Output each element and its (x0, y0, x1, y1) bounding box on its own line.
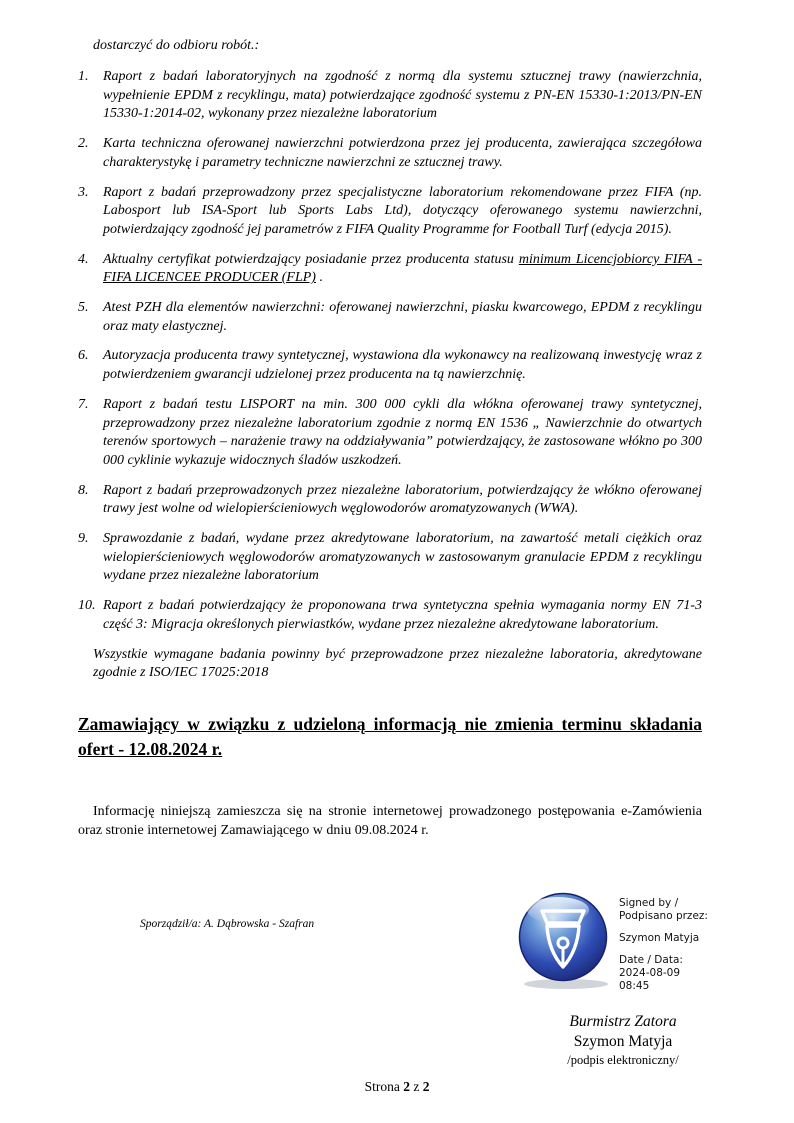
requirements-list (78, 68, 702, 635)
list-item (78, 482, 702, 519)
list-item-number: 7. (78, 396, 89, 412)
list-item (78, 347, 702, 384)
stamp-signer-name: Szymon Matyja (619, 932, 700, 944)
pen-stamp-icon (518, 892, 610, 990)
list-item-number: 1. (78, 69, 89, 84)
footer-current-page: 2 (403, 1079, 410, 1094)
footer-prefix: Strona (364, 1079, 400, 1094)
list-item-number: 8. (78, 482, 89, 498)
signature-block (540, 1012, 706, 1068)
list-item-text: Sprawozdanie z badań, wydane przez akredytowane laboratorium, na zawartość metali ciężkich oraz wielopierścieniowych węglowodorów aromatyzowanych w zastosowanym granulacie EPDM z recyklingu wydane przez niezależne laboratorium (103, 531, 702, 584)
list-item (78, 299, 702, 336)
list-item-text: Autoryzacja producenta trawy syntetycznej, wystawiona dla wykonawcy na realizowaną inwestycję wraz z potwierdzeniem gwarancji udzielonej przez producenta na tą nawierzchnię. (103, 348, 702, 383)
list-item-number: 2. (78, 136, 89, 152)
list-item-text: Raport z badań potwierdzający że proponowana trwa syntetyczna spełnia wymagania normy EN 71-3 część 3: Migracja określonych pierwiastków, wydane przez niezależne akredytowane laboratorium. (103, 598, 702, 632)
list-item-number: 9. (78, 531, 89, 547)
signer-name: Szymon Matyja (573, 1033, 673, 1050)
list-item (78, 68, 702, 124)
list-item-text: Raport z badań testu LISPORT na min. 300 000 cykli dla włókna oferowanej trawy syntetycznej, przeprowadzony przez niezależne laboratorium zgodnie z normą EN 1536 „ Nawierzchnie do otwartych terenów sportowych – narażenie trawy na oddziaływania” potwierdzający, że zastosowane włókno po 300 000 cyklinie wykazuje widocznych śladów uszkodzeń. (103, 396, 702, 468)
list-item-text (103, 251, 702, 288)
footer-total-pages: 2 (422, 1079, 430, 1094)
list-item-number: 6. (78, 348, 89, 364)
list-item-text: Karta techniczna oferowanej nawierzchni potwierdzona przez jej producenta, zawierająca szczegółowa charakterystykę i parametry techniczne nawierzchni ze sztucznej trawy. (103, 136, 702, 170)
stamp-date-label: Date / Data: (619, 954, 683, 966)
list-item-text-plain: Aktualny certyfikat potwierdzający posiadanie przez producenta statusu (103, 251, 519, 267)
stamp-signed-by-line1: Signed by / (619, 897, 679, 909)
list-item-number: 10. (78, 598, 96, 614)
list-item (78, 251, 702, 288)
signer-title: Burmistrz Zatora (569, 1013, 677, 1030)
publication-paragraph: Informację niniejszą zamieszcza się na stronie internetowej prowadzonego postępowania e-Zamówienia oraz stronie internetowej Zamawiającego w dniu 09.08.2024 r. (78, 803, 702, 839)
list-item-text: Raport z badań przeprowadzonych przez niezależne laboratorium, potwierdzający że włókno oferowanej trawy jest wolne od wielopierścieniowych węglowodorów aromatyzowanych (WWA). (103, 482, 702, 517)
prepared-by-note: Sporządził/a: A. Dąbrowska - Szafran (140, 918, 315, 930)
closing-paragraph: Wszystkie wymagane badania powinny być przeprowadzone przez niezależne laboratoria, akredytowane zgodnie z ISO/IEC 17025:2018 (93, 646, 702, 681)
list-item (78, 530, 702, 586)
signature-stamp (518, 892, 708, 993)
list-item (78, 396, 702, 471)
list-item-text: Raport z badań przeprowadzony przez specjalistyczne laboratorium rekomendowane przez FIFA (np. Labosport lub ISA-Sport lub Sports Labs Ltd), dotyczący oferowanego systemu nawierzchni, potwierdzający zgodność jej parametrów z FIFA Quality Programme for Football Turf (edycja 2015). (103, 184, 702, 237)
list-item-text: Raport z badań laboratoryjnych na zgodność z normą dla systemu sztucznej trawy (nawierzchnia, wypełnienie EPDM z recyklingu, mata) potwierdzające zgodność systemu z PN-EN 15330-1:2013/PN-EN 15330-1:2014-02, wykonany przez niezależne laboratorium (103, 69, 702, 122)
list-item-text-underlined: minimum Licencjobiorcy FIFA - FIFA LICENCEE PRODUCER (FLP) (103, 251, 702, 286)
deadline-notice: Zamawiający w związku z udzieloną informacją nie zmienia terminu składania ofert - 12.08.2024 r. (78, 713, 702, 759)
footer-separator: z (413, 1079, 420, 1094)
list-item (78, 597, 702, 634)
list-item (78, 135, 702, 172)
stamp-time-value: 08:45 (619, 980, 650, 992)
list-item-number: 3. (78, 184, 89, 200)
list-item-number: 5. (78, 300, 89, 316)
document-body (78, 36, 702, 841)
page-number-footer (0, 1079, 794, 1095)
stamp-date-value: 2024-08-09 (619, 967, 681, 979)
list-item-text: Atest PZH dla elementów nawierzchni: oferowanej nawierzchni, piasku kwarcowego, EPDM z recyklingu oraz maty elastycznej. (103, 300, 702, 334)
stamp-signed-by-line2: Podpisano przez: (619, 910, 708, 922)
intro-paragraph: dostarczyć do odbioru robót.: (93, 38, 260, 53)
stamp-text-block (619, 892, 708, 993)
list-item-text-plain: . (315, 270, 323, 286)
signature-type-note: /podpis elektroniczny/ (567, 1053, 679, 1067)
list-item-number: 4. (78, 251, 89, 267)
list-item (78, 184, 702, 240)
